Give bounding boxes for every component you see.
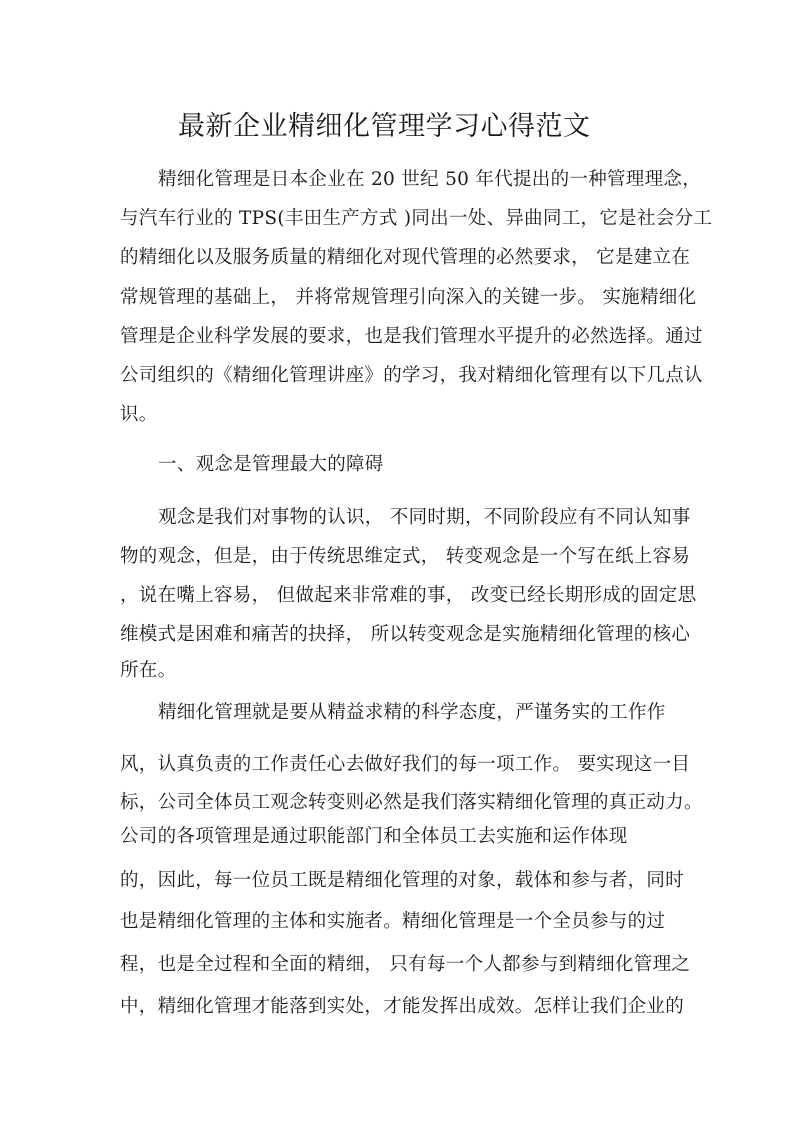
paragraph-line: 维模式是困难和痛苦的抉择， 所以转变观念是实施精细化管理的核心 — [120, 624, 691, 645]
paragraph-line: 物的观念，但是，由于传统思维定式， 转变观念是一个写在纸上容易 — [120, 546, 691, 567]
paragraph-line: 的精细化以及服务质量的精细化对现代管理的必然要求， 它是建立在 — [120, 247, 691, 268]
document-title: 最新企业精细化管理学习心得范文 — [178, 111, 591, 142]
paragraph-line: 的，因此，每一位员工既是精细化管理的对象，载体和参与者，同时 — [120, 870, 685, 891]
paragraph-line: 精细化管理就是要从精益求精的科学态度，严谨务实的工作作 — [158, 702, 666, 723]
paragraph-line: 所在。 — [120, 660, 177, 681]
section-heading: 一、观念是管理最大的障碍 — [158, 454, 384, 475]
paragraph-line: ，说在嘴上容易， 但做起来非常难的事， 改变已经长期形成的固定思 — [120, 585, 697, 606]
paragraph-line: 公司组织的《精细化管理讲座》的学习，我对精细化管理有以下几点认 — [120, 365, 703, 386]
paragraph-line: 常规管理的基础上， 并将常规管理引向深入的关键一步。 实施精细化 — [120, 287, 697, 308]
paragraph-line: 与汽车行业的 TPS(丰田生产方式 )同出一处、异曲同工，它是社会分工 — [120, 208, 713, 229]
paragraph-line: 风，认真负责的工作责任心去做好我们的每一项工作。 要实现这一目 — [120, 754, 691, 775]
paragraph-line: 也是精细化管理的主体和实施者。精细化管理是一个全员参与的过 — [120, 911, 666, 932]
paragraph-line: 观念是我们对事物的认识， 不同时期，不同阶段应有不同认知事 — [158, 507, 691, 528]
paragraph-line: 识。 — [120, 404, 158, 425]
paragraph-line: 管理是企业科学发展的要求，也是我们管理水平提升的必然选择。通过 — [120, 326, 703, 347]
paragraph-line: 标，公司全体员工观念转变则必然是我们落实精细化管理的真正动力。 — [120, 792, 703, 813]
paragraph-line: 程，也是全过程和全面的精细， 只有每一个人都参与到精细化管理之 — [120, 954, 691, 975]
paragraph-line: 精细化管理是日本企业在 20 世纪 50 年代提出的一种管理理念， — [158, 169, 702, 190]
paragraph-line: 公司的各项管理是通过职能部门和全体员工去实施和运作体现 — [120, 826, 628, 847]
paragraph-line: 中，精细化管理才能落到实处，才能发挥出成效。怎样让我们企业的 — [120, 996, 685, 1017]
